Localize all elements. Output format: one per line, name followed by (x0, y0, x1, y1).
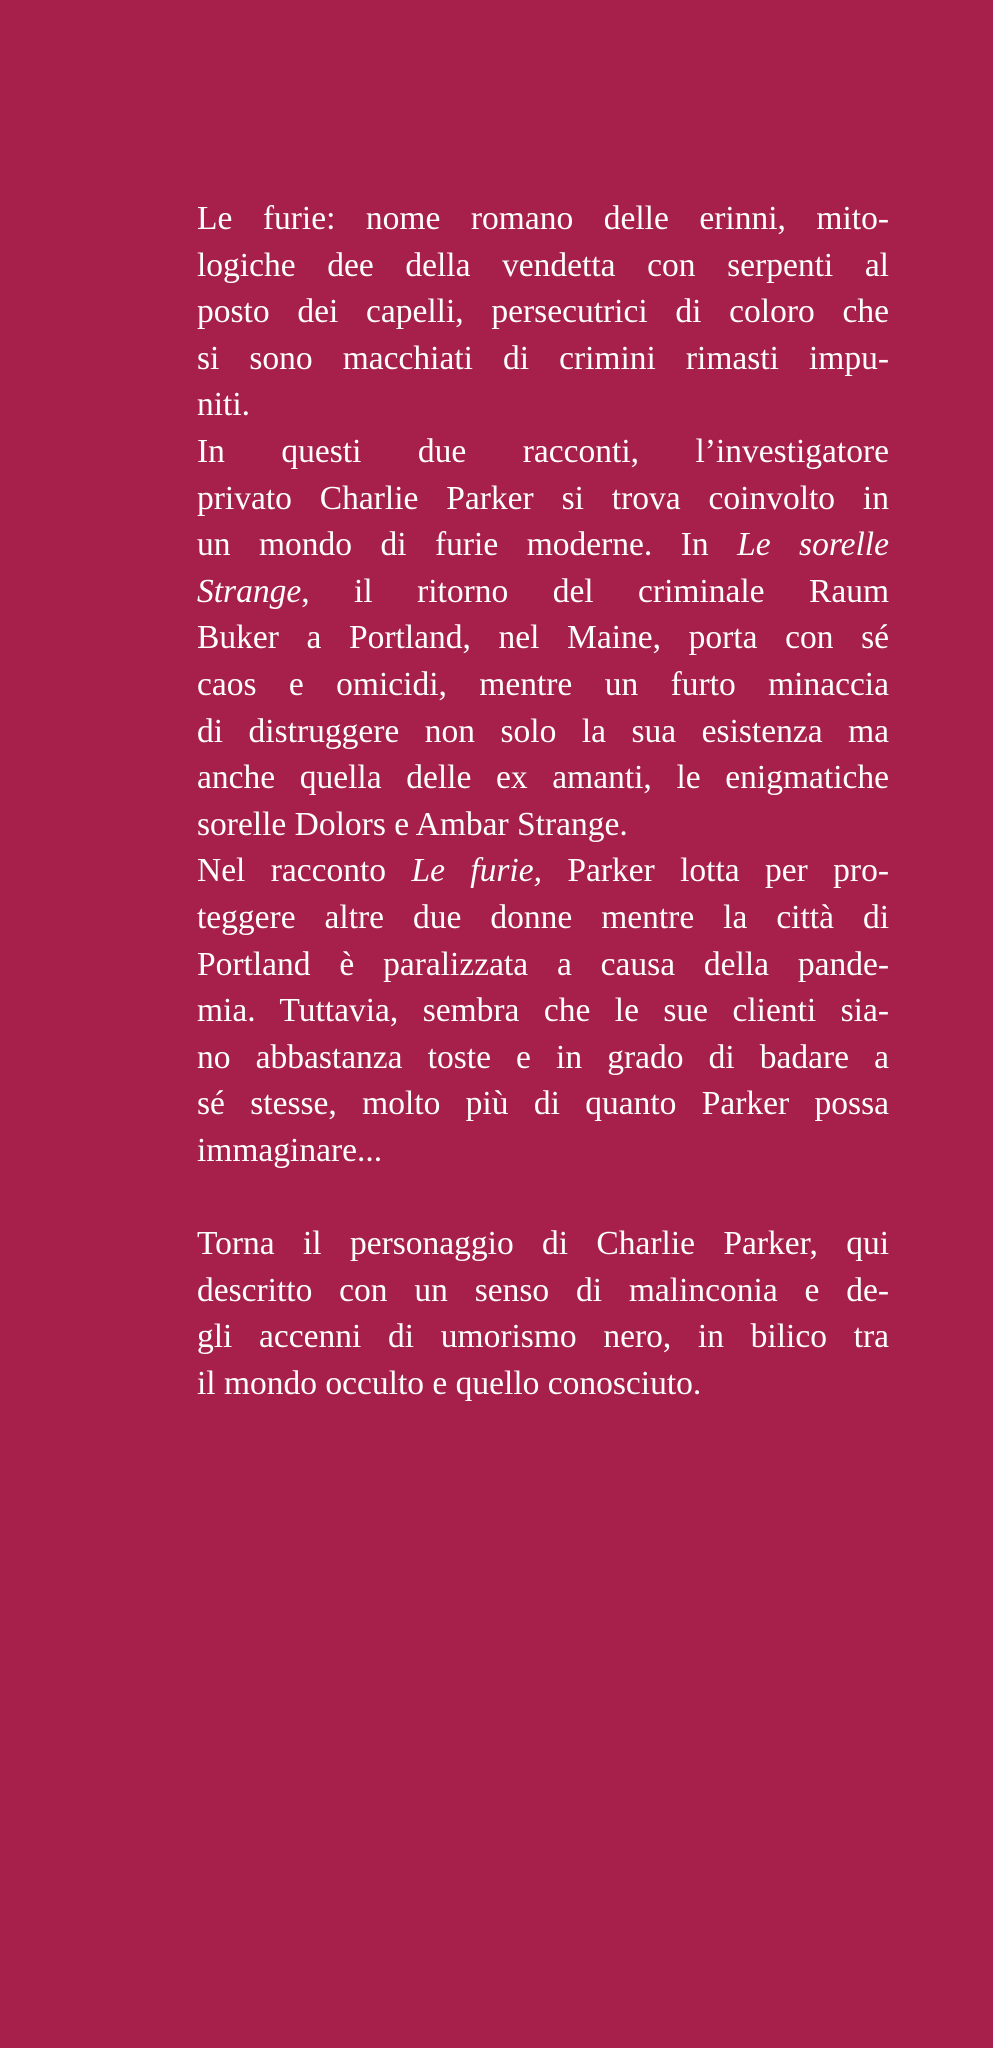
text-line: sorelle Dolors e Ambar Strange. (197, 805, 628, 843)
text-line: sé stesse, molto più di quanto Parker possa (197, 1085, 889, 1123)
text-line: In questi due racconti, l’investigatore (197, 432, 889, 470)
text-line: il mondo occulto e quello conosciuto. (197, 1364, 702, 1402)
text-line: descritto con un senso di malinconia e de- (197, 1271, 889, 1309)
text-line: gli accenni di umorismo nero, in bilico tra (197, 1318, 889, 1356)
text-segment: Parker lotta per pro- (541, 852, 889, 890)
text-segment: un mondo di furie moderne. In (197, 526, 738, 564)
text-segment: , il ritorno del criminale Raum (301, 572, 889, 610)
text-line (197, 848, 889, 895)
text-line: mia. Tuttavia, sembra che le sue clienti sia- (197, 992, 889, 1030)
text-line: immaginare... (197, 1131, 383, 1169)
text-line (197, 522, 889, 569)
text-line: posto dei capelli, persecutrici di coloro che (197, 293, 889, 331)
book-title-italic: Le sorelle (737, 526, 889, 564)
paragraph-racconti (197, 429, 889, 848)
paragraph-intro (197, 196, 889, 429)
text-line: niti. (197, 386, 251, 424)
text-line: logiche dee della vendetta con serpenti al (197, 246, 889, 284)
text-line: privato Charlie Parker si trova coinvolto in (197, 479, 889, 517)
text-line: caos e omicidi, mentre un furto minaccia (197, 665, 889, 703)
text-line: Buker a Portland, nel Maine, porta con sé (197, 619, 889, 657)
text-line (197, 569, 889, 616)
text-line: si sono macchiati di crimini rimasti impu- (197, 339, 889, 377)
text-segment: Nel racconto (197, 852, 412, 890)
paragraph-closing (197, 1221, 889, 1407)
text-line: teggere altre due donne mentre la città di (197, 898, 889, 936)
book-title-italic: Strange (197, 572, 302, 610)
text-line: no abbastanza toste e in grado di badare a (197, 1038, 889, 1076)
text-line: anche quella delle ex amanti, le enigmatiche (197, 759, 889, 797)
text-line: Le furie: nome romano delle erinni, mito- (197, 200, 889, 237)
synopsis-text (197, 196, 889, 1407)
text-line: Portland è paralizzata a causa della pande- (197, 945, 889, 983)
book-title-italic: Le furie, (411, 852, 542, 890)
paragraph-spacer (197, 1174, 889, 1221)
text-line: Torna il personaggio di Charlie Parker, qui (197, 1225, 889, 1263)
text-line: di distruggere non solo la sua esistenza ma (197, 712, 889, 750)
paragraph-le-furie (197, 848, 889, 1174)
